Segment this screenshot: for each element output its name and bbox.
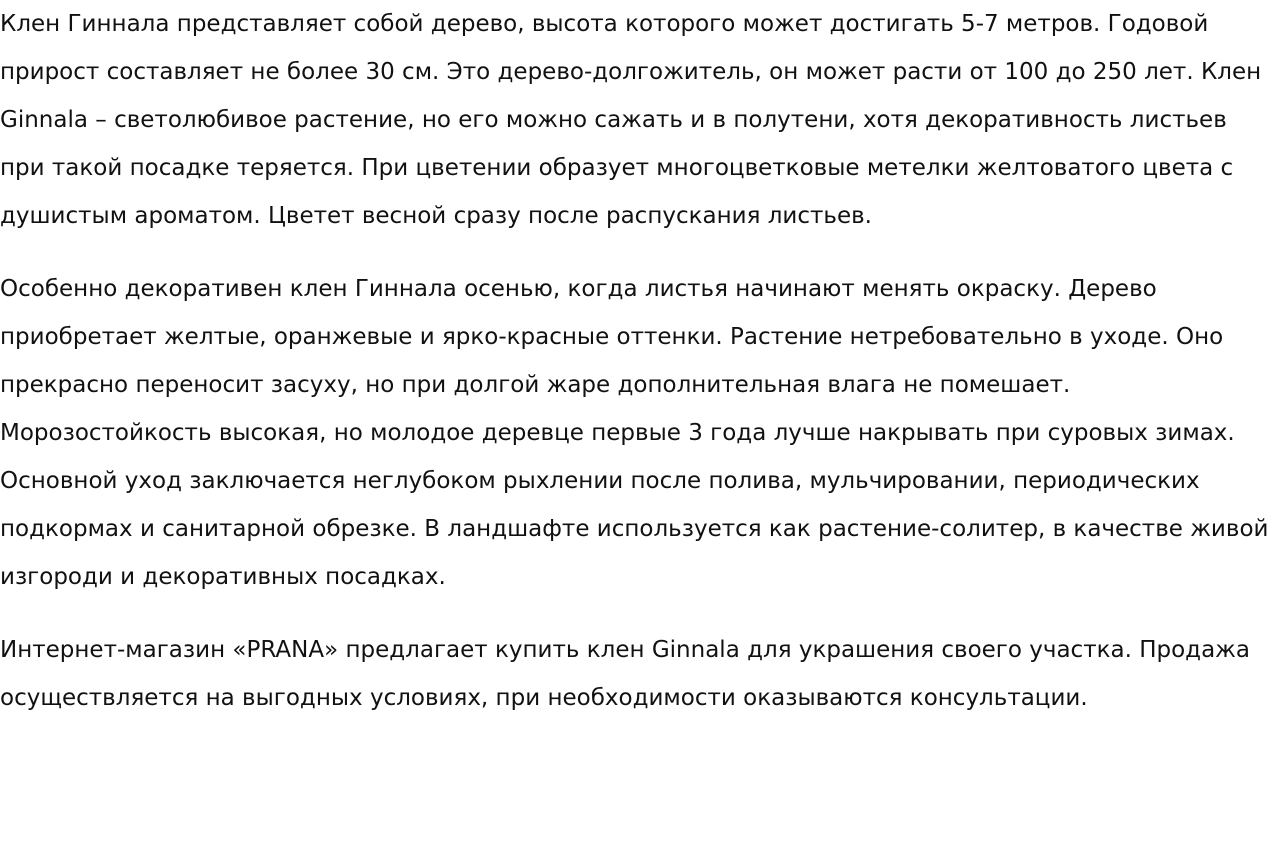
paragraph-description: Клен Гиннала представляет собой дерево, высота которого может достигать 5-7 метров. Годовой прирост составляет не более 30 см. Это дерево-долгожитель, он может расти от 100 до 250 лет. Клен Ginnala – светолюбивое растение, но его можно сажать и в полутени, хотя декоративность листьев при такой посадке теряется. При цветении образует многоцветковые метелки желтоватого цвета с душистым ароматом. Цветет весной сразу после распускания листьев. — [0, 11, 1262, 229]
paragraph-care: Особенно декоративен клен Гиннала осенью, когда листья начинают менять окраску. Дерево приобретает желтые, оранжевые и ярко-красные оттенки. Растение нетребовательно в уходе. Оно прекрасно переносит засуху, но при долгой жаре дополнительная влага не помешает. Морозостойкость высокая, но молодое деревце первые 3 года лучше накрывать при суровых зимах. Основной уход заключается неглубоком рыхлении после полива, мульчировании, периодических подкормах и санитарной обрезке. В ландшафте используется как растение-солитер, в качестве живой изгороди и декоративных посадках. — [0, 276, 1269, 590]
paragraph-shop-offer: Интернет-магазин «PRANA» предлагает купить клен Ginnala для украшения своего участка. Продажа осуществляется на выгодных условиях, при необходимости оказываются консультации. — [0, 637, 1250, 711]
